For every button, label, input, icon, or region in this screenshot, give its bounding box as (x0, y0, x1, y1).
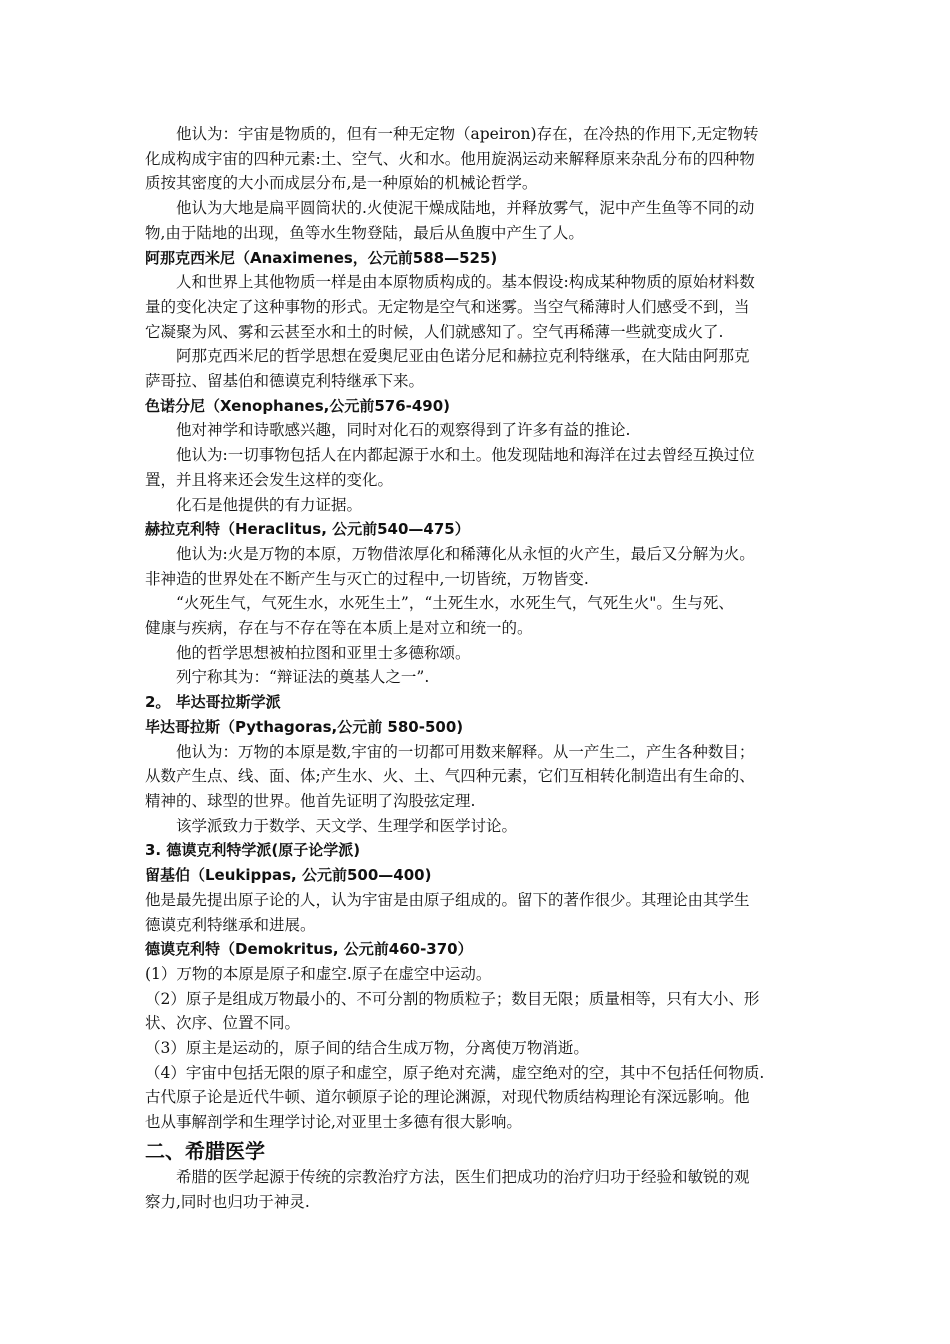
document-body (145, 122, 810, 1214)
text-line: 状、次序、位置不同。 (145, 1014, 301, 1033)
text-line: 阿那克西米尼的哲学思想在爱奥尼亚由色诺分尼和赫拉克利特继承，在大陆由阿那克 (176, 347, 750, 366)
text-line: 精神的、球型的世界。他首先证明了沟股弦定理. (145, 791, 476, 810)
text-line: 他对神学和诗歌感兴趣，同时对化石的观察得到了许多有益的推论. (176, 421, 631, 440)
text-line: 物,由于陆地的出现，鱼等水生物登陆，最后从鱼腹中产生了人。 (145, 223, 584, 242)
text-line: “火死生气，气死生水，水死生土”，“土死生水，水死生气，气死生火"。生与死、 (176, 594, 734, 613)
section-heading: 毕达哥拉斯（Pythagoras,公元前 580-500) (145, 717, 464, 736)
text-line: 它凝聚为风、雾和云甚至水和土的时候，人们就感知了。空气再稀薄一些就变成火了. (145, 322, 724, 341)
text-line: 他认为大地是扁平圆筒状的.火使泥干燥成陆地，并释放雾气，泥中产生鱼等不同的动 (176, 199, 755, 218)
text-line: 人和世界上其他物质一样是由本原物质构成的。基本假设:构成某种物质的原始材料数 (176, 273, 755, 292)
text-line: 希腊的医学起源于传统的宗教治疗方法，医生们把成功的治疗归功于经验和敏锐的观 (176, 1167, 750, 1186)
text-line: 也从事解剖学和生理学讨论,对亚里士多德有很大影响。 (145, 1113, 522, 1132)
text-line: 他的哲学思想被柏拉图和亚里士多德称颂。 (176, 643, 471, 662)
section-heading: 德谟克利特（Demokritus, 公元前460-370） (145, 940, 473, 959)
text-line: 德谟克利特继承和进展。 (145, 915, 316, 934)
text-line: 他认为：宇宙是物质的，但有一种无定物（apeiron)存在，在冷热的作用下,无定物转 (176, 125, 759, 143)
text-line: 非神造的世界处在不断产生与灭亡的过程中,一切皆统，万物皆变. (145, 569, 589, 588)
text-line: (1）万物的本原是原子和虚空.原子在虚空中运动。 (145, 964, 492, 983)
text-line: 从数产生点、线、面、体;产生水、火、土、气四种元素，它们互相转化制造出有生命的、 (145, 767, 755, 786)
text-line: 察力,同时也归功于神灵. (145, 1192, 310, 1211)
text-line: 他认为:火是万物的本原，万物借浓厚化和稀薄化从永恒的火产生，最后又分解为火。 (176, 544, 755, 563)
text-line: 量的变化决定了这种事物的形式。无定物是空气和迷雾。当空气稀薄时人们感受不到，当 (145, 297, 750, 316)
text-line: 他是最先提出原子论的人，认为宇宙是由原子组成的。留下的著作很少。其理论由其学生 (145, 890, 750, 909)
text-line: 该学派致力于数学、天文学、生理学和医学讨论。 (176, 816, 518, 835)
text-line: 化石是他提供的有力证据。 (176, 495, 363, 514)
text-line: （3）原主是运动的，原子间的结合生成万物，分离使万物消逝。 (145, 1039, 589, 1058)
text-line: 列宁称其为：“辩证法的奠基人之一”. (176, 668, 430, 687)
text-line: 古代原子论是近代牛顿、道尔顿原子论的理论渊源，对现代物质结构理论有深远影响。他 (145, 1088, 750, 1107)
chapter-heading: 二、希腊医学 (145, 1138, 265, 1163)
text-line: 萨哥拉、留基伯和德谟克利特继承下来。 (145, 372, 425, 391)
section-heading: 色诺分尼（Xenophanes,公元前576-490) (145, 396, 451, 415)
text-line: （4）宇宙中包括无限的原子和虚空，原子绝对充满，虚空绝对的空，其中不包括任何物质. (145, 1063, 765, 1082)
section-heading: 阿那克西米尼（Anaximenes，公元前588—525) (145, 248, 498, 267)
text-line: 健康与疾病，存在与不存在等在本质上是对立和统一的。 (145, 619, 533, 638)
section-heading: 2。 毕达哥拉斯学派 (145, 693, 281, 712)
section-heading: 留基伯（Leukippas, 公元前500—400) (145, 866, 432, 885)
section-heading: 赫拉克利特（Heraclitus, 公元前540—475） (145, 520, 470, 539)
text-line: 置，并且将来还会发生这样的变化。 (145, 470, 394, 489)
text-line: 他认为：万物的本原是数,宇宙的一切都可用数来解释。从一产生二，产生各种数目； (176, 742, 755, 761)
text-line: 他认为:一切事物包括人在内都起源于水和土。他发现陆地和海洋在过去曾经互换过位 (176, 446, 755, 465)
section-heading: 3. 德谟克利特学派(原子论学派) (145, 841, 361, 860)
text-line: 化成构成宇宙的四种元素:土、空气、火和水。他用旋涡运动来解释原来杂乱分布的四种物 (145, 149, 755, 168)
text-line: 质按其密度的大小而成层分布,是一种原始的机械论哲学。 (145, 174, 538, 193)
text-line: （2）原子是组成万物最小的、不可分割的物质粒子；数目无限；质量相等，只有大小、形 (145, 989, 760, 1008)
